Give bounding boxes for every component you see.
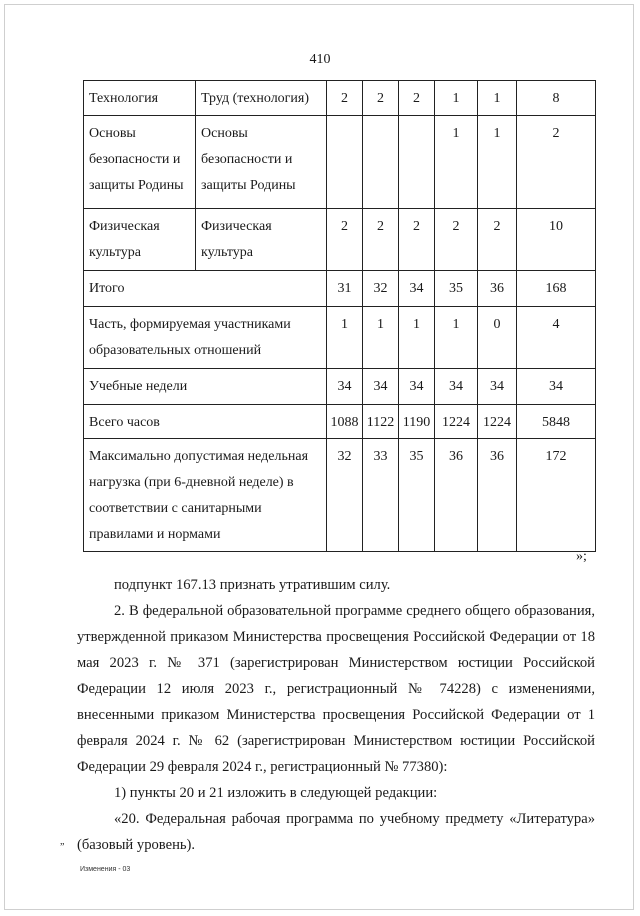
scan-mark-icon: „ <box>60 836 65 847</box>
grade-cell: 1 <box>478 81 517 116</box>
total-cell: 5848 <box>517 405 596 439</box>
grade-cell: 33 <box>363 439 399 552</box>
total-cell: 2 <box>517 116 596 209</box>
table-row <box>84 81 596 116</box>
grade-cell: 1 <box>363 307 399 369</box>
grade-cell: 35 <box>399 439 435 552</box>
grade-cell: 2 <box>399 81 435 116</box>
grade-cell: 35 <box>435 271 478 307</box>
total-cell: 34 <box>517 369 596 405</box>
table-row <box>84 369 596 405</box>
table-row <box>84 439 596 552</box>
total-cell: 4 <box>517 307 596 369</box>
paragraph: «20. Федеральная рабочая программа по учебному предмету «Литература» (базовый уровень). <box>77 811 595 853</box>
grade-cell <box>363 116 399 209</box>
grade-cell: 2 <box>363 81 399 116</box>
table-row <box>84 271 596 307</box>
page-number: 410 <box>309 52 331 67</box>
paragraph: 1) пункты 20 и 21 изложить в следующей редакции: <box>114 785 438 801</box>
row-label-cell: Часть, формируемая участниками образовательных отношений <box>84 307 327 369</box>
subject-cell: Труд (технология) <box>196 81 327 116</box>
grade-cell: 2 <box>327 209 363 271</box>
amendment-text <box>77 572 595 858</box>
total-cell: 172 <box>517 439 596 552</box>
grade-cell: 31 <box>327 271 363 307</box>
grade-cell: 1 <box>327 307 363 369</box>
paragraph: 2. В федеральной образовательной программе среднего общего образования, утвержденной приказом Министерства просвещения Российской Федерации от 18 мая 2023 г. № 371 (зарегистрирован Министерством юстиции Российской Федерации 12 июля 2023 г., регистрационный № 74228) с изменениями, внесенными приказом Министерства просвещения Российской Федерации от 1 февраля 2024 г. № 62 (зарегистрирован Министерством юстиции Российской Федерации 29 февраля 2024 г., регистрационный № 77380): <box>77 603 595 775</box>
grade-cell: 1 <box>435 116 478 209</box>
grade-cell: 2 <box>363 209 399 271</box>
grade-cell: 32 <box>327 439 363 552</box>
grade-cell: 2 <box>327 81 363 116</box>
grade-cell: 34 <box>435 369 478 405</box>
grade-cell: 2 <box>435 209 478 271</box>
grade-cell: 36 <box>478 271 517 307</box>
grade-cell: 1 <box>435 307 478 369</box>
grade-cell: 34 <box>327 369 363 405</box>
grade-cell: 34 <box>363 369 399 405</box>
grade-cell: 1 <box>478 116 517 209</box>
grade-cell: 34 <box>478 369 517 405</box>
grade-cell: 1 <box>435 81 478 116</box>
grade-cell: 34 <box>399 271 435 307</box>
grade-cell: 1122 <box>363 405 399 439</box>
paragraph: подпункт 167.13 признать утратившим силу. <box>114 577 391 593</box>
grade-cell: 1088 <box>327 405 363 439</box>
grade-cell: 2 <box>399 209 435 271</box>
grade-cell: 1224 <box>478 405 517 439</box>
table-row <box>84 307 596 369</box>
row-label-cell: Итого <box>84 271 327 307</box>
grade-cell: 32 <box>363 271 399 307</box>
subject-area-cell: Технология <box>84 81 196 116</box>
grade-cell: 1224 <box>435 405 478 439</box>
curriculum-table <box>83 80 596 552</box>
table-row <box>84 405 596 439</box>
table-row <box>84 209 596 271</box>
grade-cell: 36 <box>478 439 517 552</box>
total-cell: 10 <box>517 209 596 271</box>
total-cell: 168 <box>517 271 596 307</box>
grade-cell: 1 <box>399 307 435 369</box>
grade-cell <box>327 116 363 209</box>
subject-area-cell: Физическая культура <box>84 209 196 271</box>
subject-cell: Физическая культура <box>196 209 327 271</box>
subject-area-cell: Основы безопасности и защиты Родины <box>84 116 196 209</box>
grade-cell: 0 <box>478 307 517 369</box>
grade-cell: 34 <box>399 369 435 405</box>
grade-cell <box>399 116 435 209</box>
subject-cell: Основы безопасности и защиты Родины <box>196 116 327 209</box>
row-label-cell: Всего часов <box>84 405 327 439</box>
total-cell: 8 <box>517 81 596 116</box>
grade-cell: 1190 <box>399 405 435 439</box>
table-row <box>84 116 596 209</box>
row-label-cell: Учебные недели <box>84 369 327 405</box>
footer-note: Изменения - 03 <box>80 866 131 873</box>
table-closing-quote: »; <box>576 549 587 564</box>
grade-cell: 2 <box>478 209 517 271</box>
grade-cell: 36 <box>435 439 478 552</box>
row-label-cell: Максимально допустимая недельная нагрузка (при 6-дневной неделе) в соответствии с санитарными правилами и нормами <box>84 439 327 552</box>
